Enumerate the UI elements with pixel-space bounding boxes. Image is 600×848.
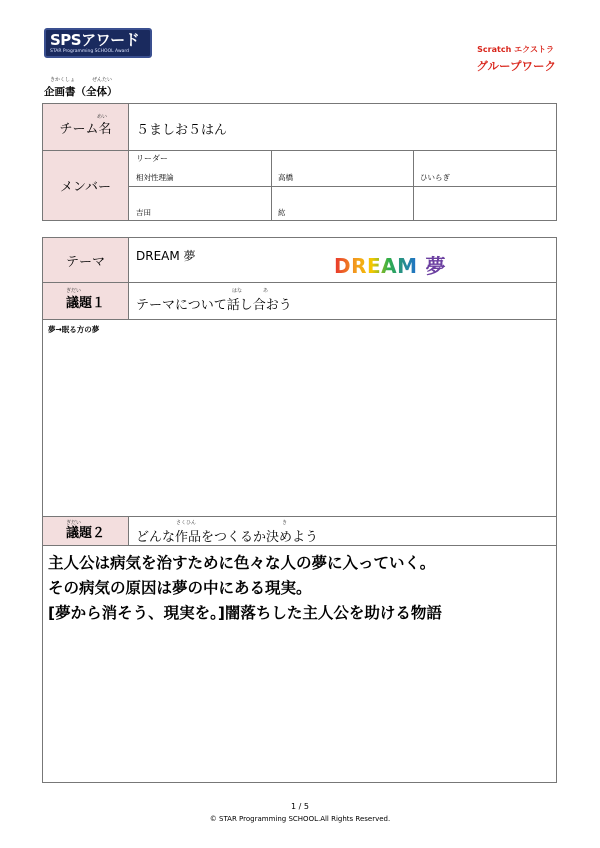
sps-award-logo [44, 28, 152, 58]
member-name: 高橋 [278, 173, 293, 182]
agenda2-label-ruby: ぎだい [66, 520, 82, 526]
dream-word-art [334, 250, 446, 279]
theme-label: テーマ [65, 254, 105, 270]
divider [43, 319, 556, 320]
members-label-cell [43, 151, 129, 220]
divider [271, 151, 272, 220]
agenda1-text: テーマについて話し合おう [136, 298, 292, 313]
dream-letter: DREAM [334, 254, 418, 278]
doc-title-ruby-2: ぜんたい [92, 77, 113, 83]
members-label: メンバー [59, 180, 112, 195]
story-line: その病気の原因は夢の中にある現実。 [48, 579, 312, 597]
agenda1-label-cell [43, 283, 129, 319]
story-line: [夢から消そう、現実を。]闇落ちした主人公を助ける物語 [48, 604, 442, 622]
theme-value: DREAM 夢 [136, 249, 196, 263]
header-title: グループワーク [476, 59, 556, 73]
divider [129, 186, 556, 187]
team-name-label-cell [43, 104, 129, 150]
agenda2-label-cell [43, 517, 129, 545]
member-name: ひいらぎ [420, 173, 450, 182]
agenda2-text-ruby: さくひん [176, 520, 197, 526]
logo-subtext: STAR Programming SCHOOL Award [50, 49, 130, 54]
theme-label-cell [43, 238, 129, 282]
story-line: 主人公は病気を治すために色々な人の夢に入っていく。 [48, 554, 436, 572]
dream-kanji: 夢 [425, 254, 447, 278]
agenda1-label-ruby: ぎだい [66, 288, 82, 294]
agenda1-text-ruby: はな [232, 288, 243, 294]
agenda1-label: 議題１ [65, 295, 105, 311]
category-label: Scratch エクストラ [477, 45, 554, 54]
divider [43, 545, 556, 546]
logo-text: SPSアワード [50, 31, 140, 49]
page-number: 1 / 5 [291, 802, 309, 811]
divider [413, 151, 414, 220]
doc-title-ruby-1: きかくしょ [50, 77, 76, 83]
leader-label: リーダー [136, 154, 168, 163]
agenda1-text-ruby: あ [263, 288, 269, 294]
member-name: 紘 [278, 208, 286, 217]
agenda2-label: 議題２ [65, 525, 105, 541]
doc-title: 企画書（全体） [44, 86, 118, 98]
team-name-value: ５ましお５はん [136, 123, 228, 138]
agenda2-text-ruby: き [282, 520, 288, 526]
team-name-label: チーム名 [59, 121, 112, 137]
agenda1-note: 夢→眠る方の夢 [48, 325, 100, 334]
team-name-label-ruby: めい [97, 114, 108, 120]
copyright: © STAR Programming SCHOOL.All Rights Reserved. [209, 815, 391, 823]
member-name: 相対性理論 [136, 173, 174, 182]
member-name: 吉田 [136, 208, 151, 217]
agenda2-text: どんな作品をつくるか決めよう [136, 530, 319, 545]
